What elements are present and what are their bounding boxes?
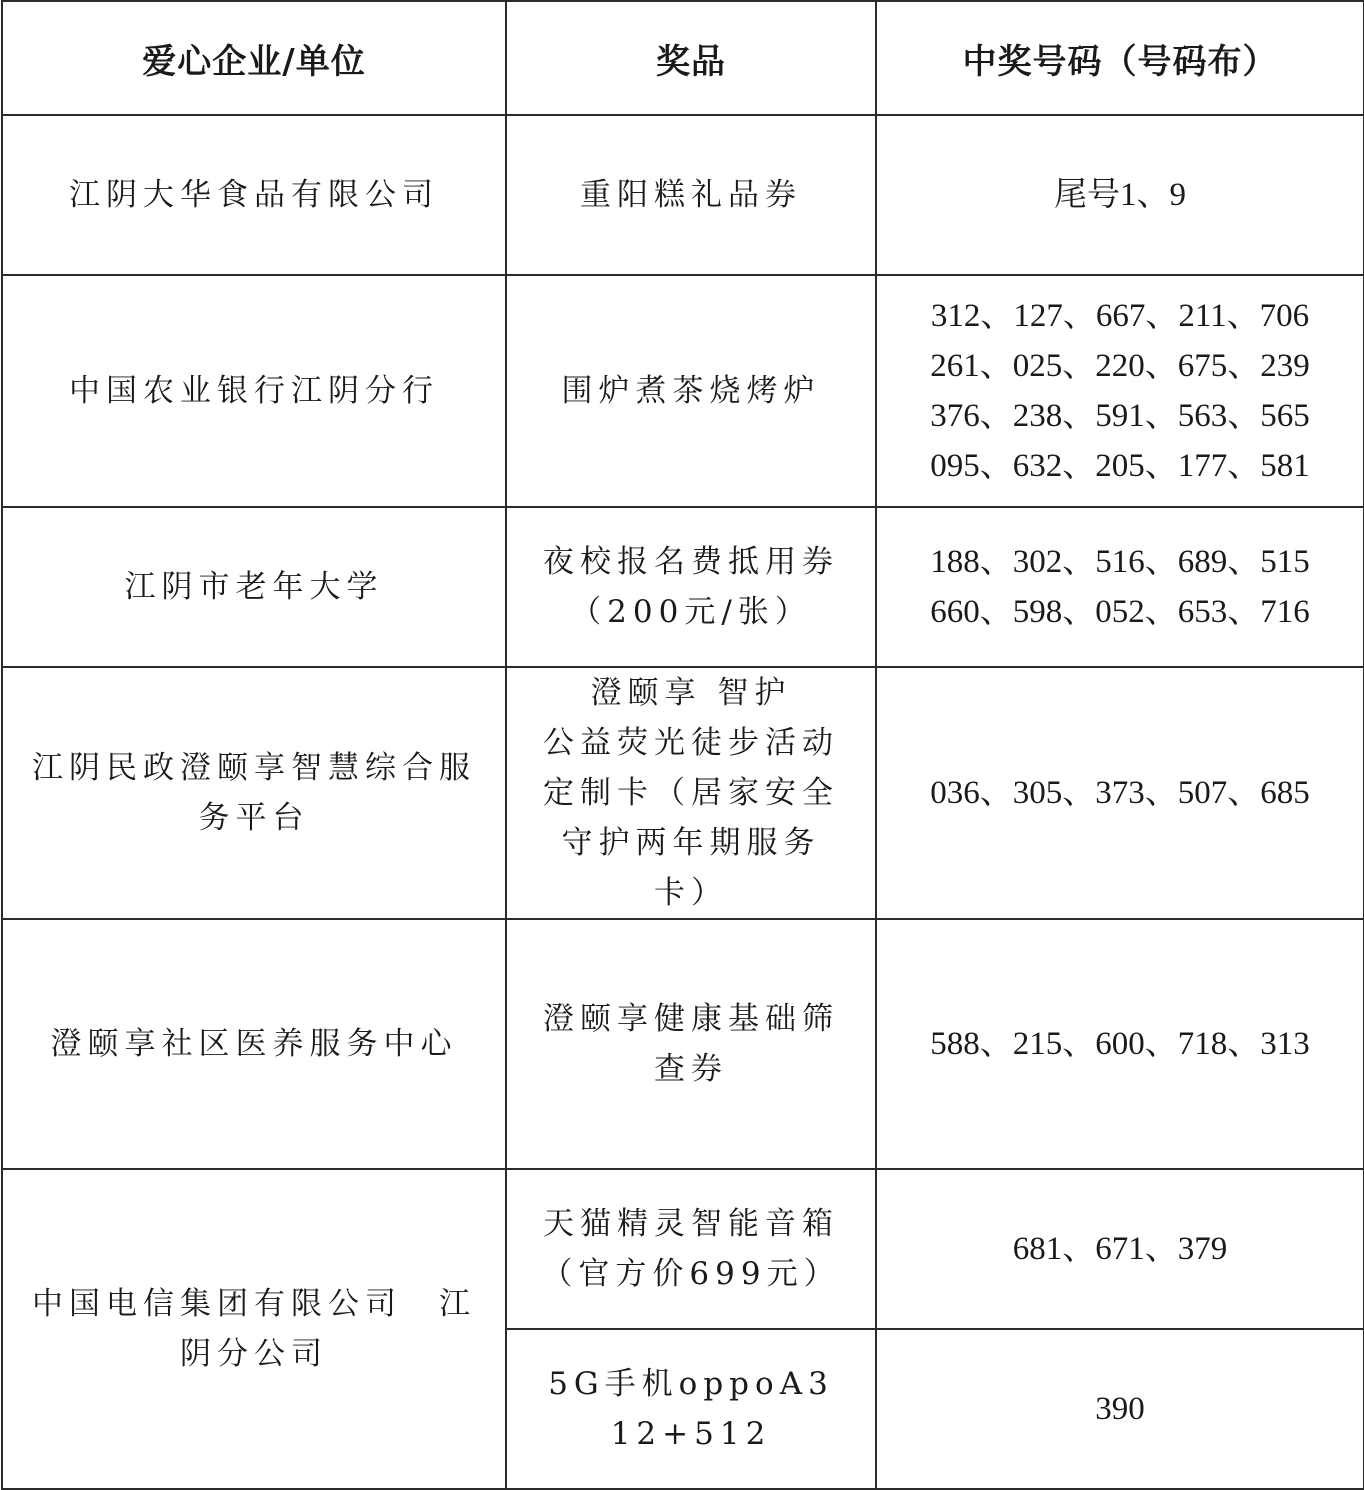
prize-cell [506, 919, 876, 1169]
table-row [2, 275, 1364, 507]
table-row [2, 1169, 1364, 1329]
numbers-cell [876, 507, 1364, 667]
winning-numbers: 095、632、205、177、581 [930, 448, 1310, 484]
numbers-cell [876, 667, 1364, 919]
prize-name: 定制卡（居家安全 [543, 775, 839, 811]
header-winning-numbers: 中奖号码（号码布） [876, 1, 1364, 115]
prize-cell [506, 507, 876, 667]
company-name: 江阴民政澄颐享智慧综合服 [32, 750, 476, 786]
company-cell [2, 275, 506, 507]
table-row [2, 667, 1364, 919]
numbers-cell [876, 115, 1364, 275]
winning-numbers: 376、238、591、563、565 [930, 398, 1310, 434]
numbers-cell [876, 1329, 1364, 1489]
company-cell [2, 919, 506, 1169]
company-cell [2, 1169, 506, 1489]
winning-numbers: 660、598、052、653、716 [930, 594, 1310, 630]
header-row [2, 1, 1364, 115]
company-name: 江阴市老年大学 [124, 569, 384, 605]
company-cell [2, 507, 506, 667]
prize-winners-table [1, 0, 1364, 1490]
company-cell [2, 667, 506, 919]
company-name: 江阴大华食品有限公司 [69, 177, 439, 213]
table-row [2, 115, 1364, 275]
prize-name: 天猫精灵智能音箱 [543, 1206, 839, 1242]
winning-numbers: 036、305、373、507、685 [930, 775, 1310, 811]
prize-cell [506, 115, 876, 275]
company-name: 阴分公司 [180, 1336, 328, 1372]
prize-note: 12+512 [610, 1416, 772, 1452]
company-name: 中国电信集团有限公司 江 [32, 1286, 476, 1322]
company-name: 务平台 [198, 800, 310, 836]
winning-numbers: 312、127、667、211、706 [930, 298, 1310, 334]
prize-name: 围炉煮茶烧烤炉 [561, 373, 821, 409]
prize-cell [506, 275, 876, 507]
winning-numbers: 390 [1095, 1391, 1145, 1427]
prize-cell [506, 667, 876, 919]
table-row [2, 919, 1364, 1169]
prize-name: 守护两年期服务 [561, 825, 821, 861]
prize-name: 查券 [654, 1051, 728, 1087]
prize-cell [506, 1329, 876, 1489]
header-company: 爱心企业/单位 [2, 1, 506, 115]
prize-name: 公益荧光徒步活动 [543, 725, 839, 761]
table-row [2, 507, 1364, 667]
winning-numbers: 588、215、600、718、313 [930, 1026, 1310, 1062]
prize-name: 卡） [654, 875, 728, 911]
company-name: 中国农业银行江阴分行 [69, 373, 439, 409]
prize-note: （200元/张） [570, 594, 812, 630]
winning-numbers: 681、671、379 [1012, 1231, 1228, 1267]
prize-name: 5G手机oppoA3 [548, 1366, 834, 1402]
prize-name: 重阳糕礼品券 [580, 177, 802, 213]
numbers-cell [876, 1169, 1364, 1329]
prize-name: 澄颐享 智护 [590, 675, 792, 711]
company-name: 澄颐享社区医养服务中心 [50, 1026, 458, 1062]
header-prize: 奖品 [506, 1, 876, 115]
numbers-cell [876, 275, 1364, 507]
winning-numbers: 尾号1、9 [1054, 177, 1186, 213]
company-cell [2, 115, 506, 275]
prize-note: （官方价699元） [541, 1256, 841, 1292]
prize-cell [506, 1169, 876, 1329]
numbers-cell [876, 919, 1364, 1169]
winning-numbers: 261、025、220、675、239 [930, 348, 1310, 384]
prize-name: 澄颐享健康基础筛 [543, 1001, 839, 1037]
prize-name: 夜校报名费抵用券 [543, 544, 839, 580]
winning-numbers: 188、302、516、689、515 [930, 544, 1310, 580]
